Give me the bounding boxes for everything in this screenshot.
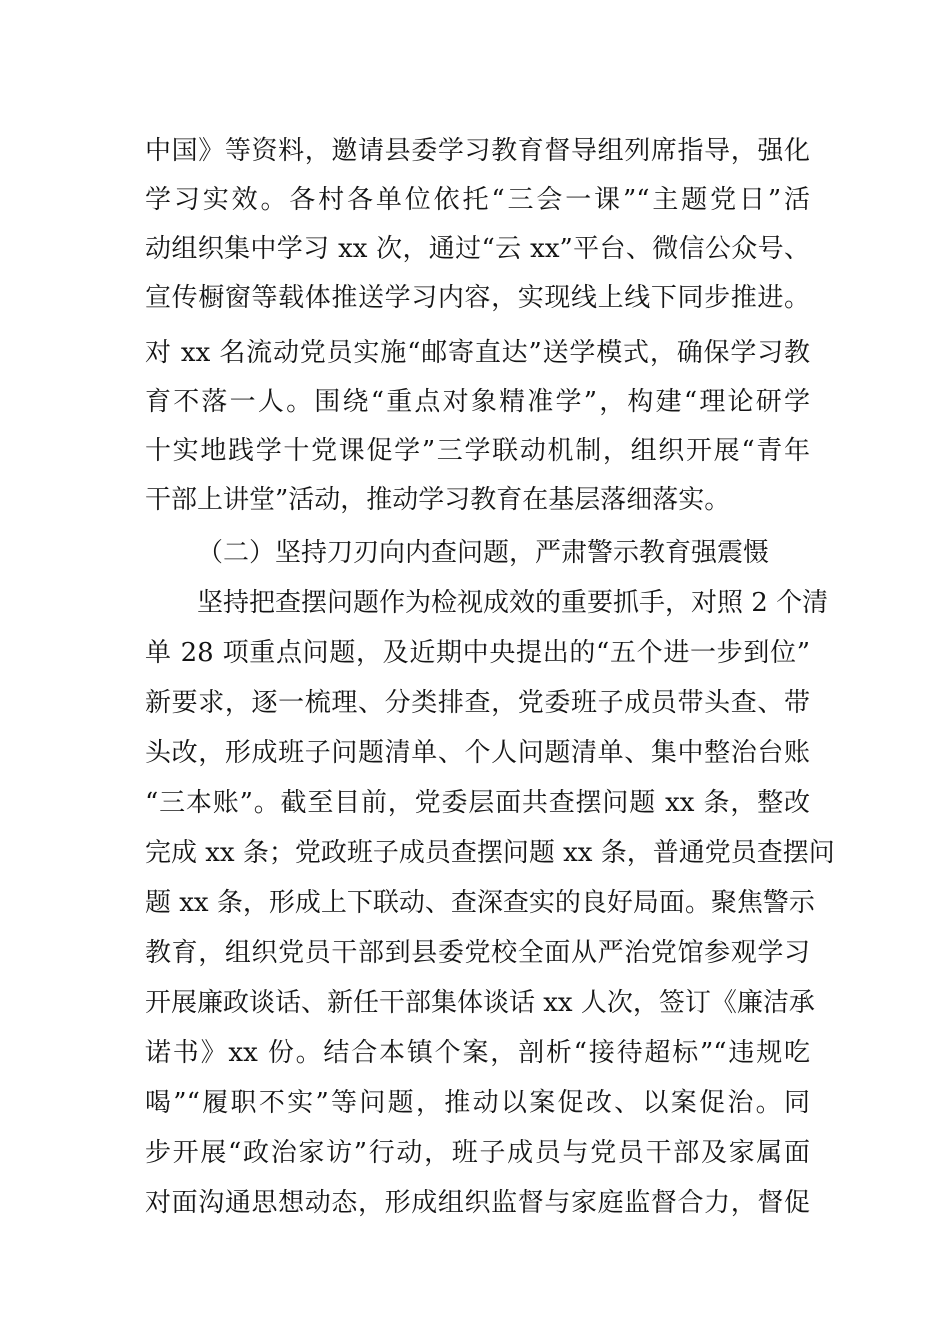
paragraph-2-line-1: 坚持把查摆问题作为检视成效的重要抓手，对照 2 个清 [197,588,829,618]
paragraph-2-line-6: 完成 xx 条；党政班子成员查摆问题 xx 条，普通党员查摆问 [145,838,835,868]
paragraph-2-line-5: “三本账”。截至目前，党委层面共查摆问题 xx 条，整改 [145,788,810,818]
paragraph-1-line-8: 干部上讲堂”活动，推动学习教育在基层落细落实。 [145,485,731,515]
section-heading: （二）坚持刀刃向内查问题，严肃警示教育强震慑 [197,538,770,568]
paragraph-1-line-4: 宣传橱窗等载体推送学习内容，实现线上线下同步推进。 [145,283,810,313]
paragraph-2-line-2: 单 28 项重点问题，及近期中央提出的“五个进一步到位” [145,638,810,668]
paragraph-1-line-7: 十实地践学十党课促学”三学联动机制，组织开展“青年 [145,436,810,466]
paragraph-2-line-7: 题 xx 条，形成上下联动、查深查实的良好局面。聚焦警示 [145,888,815,918]
paragraph-2-line-9: 开展廉政谈话、新任干部集体谈话 xx 人次，签订《廉洁承 [145,988,815,1018]
paragraph-2-line-3: 新要求，逐一梳理、分类排查，党委班子成员带头查、带 [145,688,810,718]
paragraph-2-line-4: 头改，形成班子问题清单、个人问题清单、集中整治台账 [145,738,810,768]
paragraph-1-line-5: 对 xx 名流动党员实施“邮寄直达”送学模式，确保学习教 [145,338,810,368]
paragraph-2-line-13: 对面沟通思想动态，形成组织监督与家庭监督合力，督促 [145,1188,810,1218]
paragraph-2-line-8: 教育，组织党员干部到县委党校全面从严治党馆参观学习 [145,938,810,968]
paragraph-2-line-10: 诺书》xx 份。结合本镇个案，剖析“接待超标”“违规吃 [145,1038,810,1068]
paragraph-1-line-3: 动组织集中学习 xx 次，通过“云 xx”平台、微信公众号、 [145,234,810,264]
paragraph-2-line-11: 喝”“履职不实”等问题，推动以案促改、以案促治。同 [145,1088,810,1118]
paragraph-1-line-2: 学习实效。各村各单位依托“三会一课”“主题党日”活 [145,185,810,215]
paragraph-1-line-1: 中国》等资料，邀请县委学习教育督导组列席指导，强化 [145,136,810,166]
paragraph-2-line-12: 步开展“政治家访”行动，班子成员与党员干部及家属面 [145,1138,810,1168]
paragraph-1-line-6: 育不落一人。围绕“重点对象精准学”，构建“理论研学 [145,387,810,417]
